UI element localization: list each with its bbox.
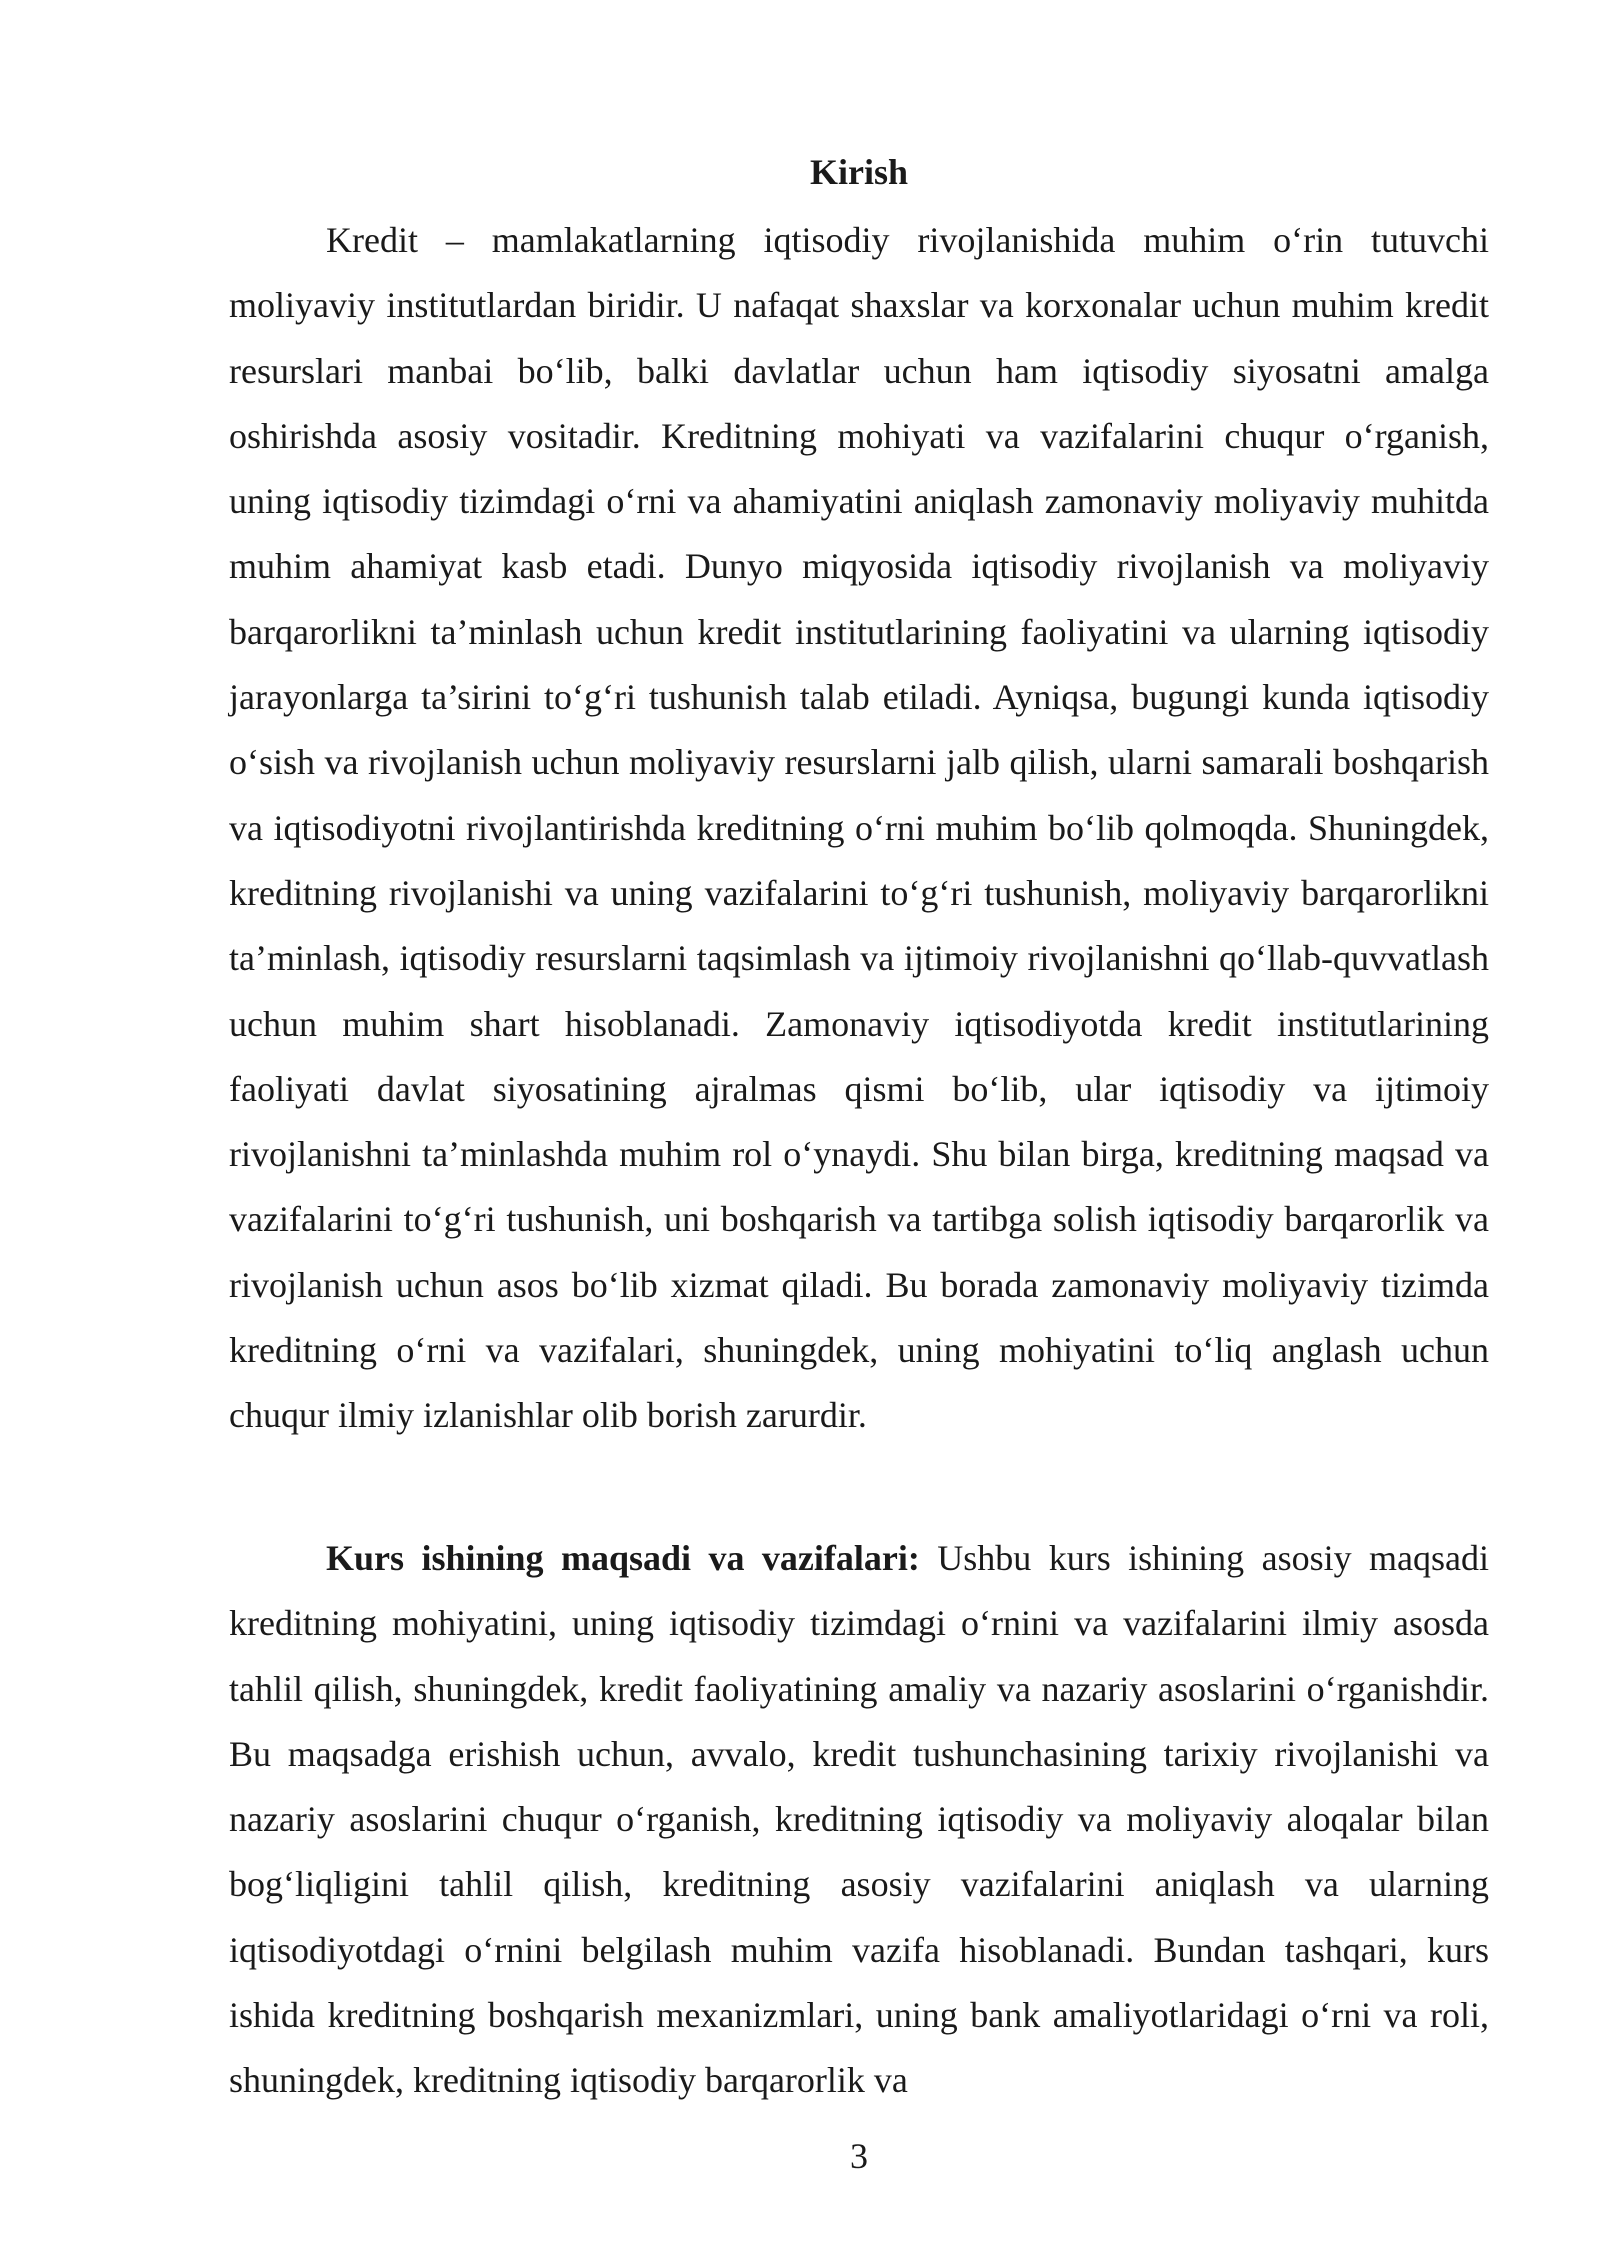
intro-paragraph: Kredit – mamlakatlarning iqtisodiy rivojlanishida muhim o‘rin tutuvchi moliyaviy institutlardan biridir. U nafaqat shaxslar va korxonalar uchun muhim kredit resurslari manbai bo‘lib, balki davlatlar uchun ham iqtisodiy siyosatni amalga oshirishda asosiy vositadir. Kreditning mohiyati va vazifalarini chuqur o‘rganish, uning iqtisodiy tizimdagi o‘rni va ahamiyatini aniqlash zamonaviy moliyaviy muhitda muhim ahamiyat kasb etadi. Dunyo miqyosida iqtisodiy rivojlanish va moliyaviy barqarorlikni ta’minlash uchun kredit institutlarining faoliyatini va ularning iqtisodiy jarayonlarga ta’sirini to‘g‘ri tushunish talab etiladi. Ayniqsa, bugungi kunda iqtisodiy o‘sish va rivojlanish uchun moliyaviy resurslarni jalb qilish, ularni samarali boshqarish va iqtisodiyotni rivojlantirishda kreditning o‘rni muhim bo‘lib qolmoqda. Shuningdek, kreditning rivojlanishi va uning vazifalarini to‘g‘ri tushunish, moliyaviy barqarorlikni ta’minlash, iqtisodiy resurslarni taqsimlash va ijtimoiy rivojlanishni qo‘llab-quvvatlash uchun muhim shart hisoblanadi. Zamonaviy iqtisodiyotda kredit institutlarining faoliyati davlat siyosatining ajralmas qismi bo‘lib, ular iqtisodiy va ijtimoiy rivojlanishni ta’minlashda muhim rol o‘ynaydi. Shu bilan birga, kreditning maqsad va vazifalarini to‘g‘ri tushunish, uni boshqarish va tartibga solish iqtisodiy barqarorlik va rivojlanish uchun asos bo‘lib xizmat qiladi. Bu borada zamonaviy moliyaviy tizimda kreditning o‘rni va vazifalari, shuningdek, uning mohiyatini to‘liq anglash uchun chuqur ilmiy izlanishlar olib borish zarurdir. [229, 220, 1489, 1436]
goals-lead-heading: Kurs ishining maqsadi va vazifalari: [326, 1538, 920, 1578]
page-number: 3 [850, 2136, 868, 2176]
goals-paragraph-body: Ushbu kurs ishining asosiy maqsadi kreditning mohiyatini, uning iqtisodiy tizimdagi o‘rnini va vazifalarini ilmiy asosda tahlil qilish, shuningdek, kredit faoliyatining amaliy va nazariy asoslarini o‘rganishdir. Bu maqsadga erishish uchun, avvalo, kredit tushunchasining tarixiy rivojlanishi va nazariy asoslarini chuqur o‘rganish, kreditning iqtisodiy va moliyaviy aloqalar bilan bog‘liqligini tahlil qilish, kreditning asosiy vazifalarini aniqlash va ularning iqtisodiyotdagi o‘rnini belgilash muhim vazifa hisoblanadi. Bundan tashqari, kurs ishida kreditning boshqarish mexanizmlari, uning bank amaliyotlaridagi o‘rni va roli, shuningdek, kreditning iqtisodiy barqarorlik va [229, 1538, 1489, 2101]
section-title: Kirish [809, 152, 908, 192]
goals-paragraph [229, 1526, 1489, 2114]
